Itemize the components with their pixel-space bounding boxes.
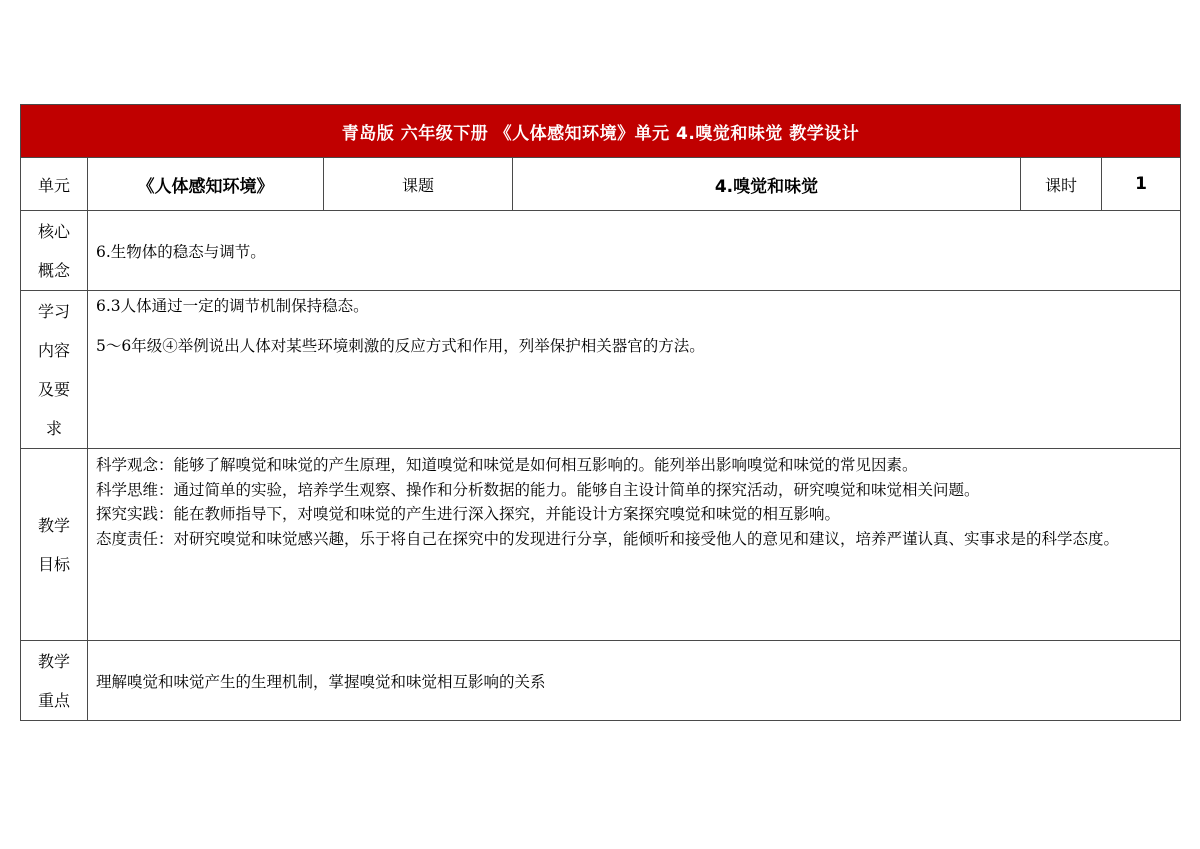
learning-content-label — [21, 291, 88, 449]
title-row — [21, 105, 1181, 158]
learning-content-label-line: 求 — [45, 418, 62, 438]
goal-paragraph: 态度责任：对研究嗅觉和味觉感兴趣，乐于将自己在探究中的发现进行分享，能倾听和接受他人的意见和建议，培养严谨认真、实事求是的科学态度。 — [96, 529, 1120, 548]
period-value: 1 — [1102, 158, 1181, 211]
goal-paragraph: 探究实践：能在教师指导下，对嗅觉和味觉的产生进行深入探究，并能设计方案探究嗅觉和味觉的相互影响。 — [96, 505, 841, 523]
core-concept-content — [88, 211, 1181, 291]
core-concept-text: 6.生物体的稳态与调节。 — [96, 242, 266, 261]
unit-label: 单元 — [21, 158, 88, 211]
lesson-plan-table — [20, 104, 1181, 721]
core-concept-label — [21, 211, 88, 291]
period-label: 课时 — [1021, 158, 1102, 211]
learning-content-row — [21, 291, 1181, 449]
teaching-goal-body — [88, 449, 1181, 641]
teaching-key-label — [21, 641, 88, 721]
goal-paragraph: 科学思维：通过简单的实验，培养学生观察、操作和分析数据的能力。能够自主设计简单的探究活动，研究嗅觉和味觉相关问题。 — [96, 480, 980, 499]
goal-paragraph: 科学观念：能够了解嗅觉和味觉的产生原理，知道嗅觉和味觉是如何相互影响的。能列举出影响嗅觉和味觉的常见因素。 — [96, 456, 918, 474]
teaching-goal-label — [21, 449, 88, 641]
topic-value: 4.嗅觉和味觉 — [513, 158, 1021, 211]
learning-content-body — [88, 291, 1181, 449]
teaching-key-text: 理解嗅觉和味觉产生的生理机制，掌握嗅觉和味觉相互影响的关系 — [96, 672, 546, 691]
topic-label: 课题 — [324, 158, 513, 211]
page-title: 青岛版 六年级下册 《人体感知环境》单元 4.嗅觉和味觉 教学设计 — [21, 105, 1181, 158]
teaching-key-row — [21, 641, 1181, 721]
learning-content-label-line: 及要 — [37, 379, 70, 399]
core-concept-label-line: 核心 — [37, 221, 70, 241]
learning-content-label-line: 学习 — [37, 301, 70, 321]
learning-content-line: 5～6年级④举例说出人体对某些环境刺激的反应方式和作用，列举保护相关器官的方法。 — [96, 337, 705, 355]
teaching-goal-label-line: 教学 — [37, 515, 70, 535]
core-concept-row — [21, 211, 1181, 291]
core-concept-label-line: 概念 — [37, 260, 70, 280]
teaching-goal-row — [21, 449, 1181, 641]
learning-content-label-line: 内容 — [37, 340, 70, 360]
teaching-key-label-line: 教学 — [37, 651, 70, 671]
teaching-key-label-line: 重点 — [37, 690, 70, 710]
teaching-goal-label-line: 目标 — [37, 554, 70, 574]
meta-row — [21, 158, 1181, 211]
learning-content-line: 6.3人体通过一定的调节机制保持稳态。 — [96, 297, 369, 315]
teaching-key-content — [88, 641, 1181, 721]
unit-value: 《人体感知环境》 — [88, 158, 324, 211]
